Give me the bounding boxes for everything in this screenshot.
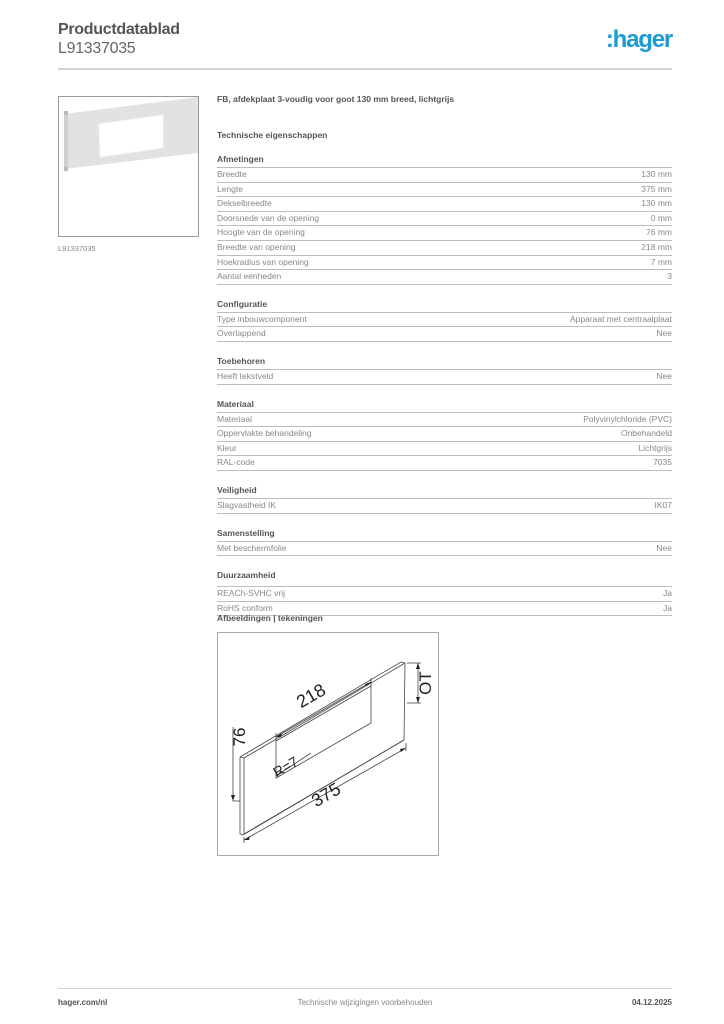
spec-row bbox=[217, 313, 672, 328]
spec-row bbox=[217, 413, 672, 428]
spec-row bbox=[217, 241, 672, 256]
section-title: Configuratie bbox=[217, 299, 672, 313]
spec-label: Breedte bbox=[217, 169, 247, 179]
spec-row bbox=[217, 327, 672, 342]
spec-value: 375 mm bbox=[641, 183, 672, 194]
footer-date: 04.12.2025 bbox=[631, 998, 672, 1007]
spec-value: 0 mm bbox=[650, 212, 672, 223]
spec-label: RoHS conform bbox=[217, 602, 273, 613]
spec-value: IK07 bbox=[654, 499, 672, 510]
spec-row bbox=[217, 226, 672, 241]
spec-value: 130 mm bbox=[641, 169, 672, 179]
spec-label: Kleur bbox=[217, 442, 237, 453]
spec-row bbox=[217, 542, 672, 557]
spec-row bbox=[217, 270, 672, 285]
spec-value: 218 mm bbox=[641, 241, 672, 252]
spec-row bbox=[217, 197, 672, 212]
spec-row bbox=[217, 499, 672, 514]
section-toebehoren bbox=[217, 356, 672, 385]
technical-drawing bbox=[217, 632, 439, 856]
section-title: Duurzaamheid bbox=[217, 570, 672, 587]
spec-label: Breedte van opening bbox=[217, 241, 296, 252]
product-code: L91337035 bbox=[58, 40, 136, 57]
spec-label: Lengte bbox=[217, 183, 243, 194]
section-title: Samenstelling bbox=[217, 528, 672, 542]
spec-label: Met beschermfolie bbox=[217, 542, 287, 553]
spec-row bbox=[217, 442, 672, 457]
spec-label: Heeft tekstveld bbox=[217, 370, 274, 381]
dimension-375: 375 bbox=[307, 778, 345, 811]
spec-value: Nee bbox=[656, 328, 672, 339]
section-title: Materiaal bbox=[217, 399, 672, 413]
section-materiaal bbox=[217, 399, 672, 471]
spec-row bbox=[217, 370, 672, 385]
dimension-76: 76 bbox=[230, 727, 249, 747]
thumbnail-caption: L91337035 bbox=[58, 244, 96, 253]
spec-row bbox=[217, 183, 672, 198]
spec-label: Overlappend bbox=[217, 328, 266, 339]
spec-value: Polyvinylchloride (PVC) bbox=[583, 413, 672, 424]
spec-value: Apparaat met centraalplaat bbox=[569, 313, 672, 324]
spec-label: Hoogte van de opening bbox=[217, 227, 305, 238]
footer-divider bbox=[58, 988, 672, 989]
spec-value: Ja bbox=[663, 602, 672, 613]
spec-value: Nee bbox=[656, 542, 672, 553]
spec-row bbox=[217, 212, 672, 227]
spec-value: 130 mm bbox=[641, 198, 672, 209]
spec-value: Lichtgrijs bbox=[638, 442, 672, 453]
spec-value: 76 mm bbox=[646, 227, 672, 238]
product-thumbnail bbox=[58, 96, 199, 237]
section-samenstelling bbox=[217, 528, 672, 557]
section-title: Afmetingen bbox=[217, 154, 672, 168]
spec-label: Materiaal bbox=[217, 413, 252, 424]
spec-row bbox=[217, 427, 672, 442]
header-divider bbox=[58, 68, 672, 70]
dimension-ot: OT bbox=[416, 671, 435, 695]
spec-value: 7 mm bbox=[650, 256, 672, 267]
section-configuratie bbox=[217, 299, 672, 342]
section-duurzaamheid bbox=[217, 570, 672, 616]
website-link[interactable]: hager.com/nl bbox=[58, 998, 108, 1007]
dimension-drawing-icon bbox=[218, 633, 438, 855]
spec-row bbox=[217, 456, 672, 471]
spec-label: Slagvastheid IK bbox=[217, 499, 277, 510]
document-title: Productdatablad bbox=[58, 21, 180, 38]
product-description: FB, afdekplaat 3-voudig voor goot 130 mm breed, lichtgrijs bbox=[217, 94, 455, 104]
spec-label: Hoekradius van opening bbox=[217, 256, 309, 267]
spec-label: REACh-SVHC vrij bbox=[217, 588, 286, 599]
spec-label: Dekselbreedte bbox=[217, 198, 272, 209]
drawings-title: Afbeeldingen | tekeningen bbox=[217, 613, 323, 623]
spec-row bbox=[217, 256, 672, 271]
product-details bbox=[217, 94, 672, 616]
section-title: Toebehoren bbox=[217, 356, 672, 370]
technical-properties-title: Technische eigenschappen bbox=[217, 130, 328, 140]
section-afmetingen bbox=[217, 154, 672, 285]
spec-value: 3 bbox=[667, 271, 672, 282]
footer-notice: Technische wijzigingen voorbehouden bbox=[297, 998, 433, 1007]
dimension-218: 218 bbox=[292, 679, 330, 712]
spec-label: RAL-code bbox=[217, 457, 255, 468]
spec-label: Doorsnede van de opening bbox=[217, 212, 320, 223]
spec-label: Oppervlakte behandeling bbox=[217, 428, 312, 439]
cover-plate-image bbox=[59, 97, 198, 236]
dimension-radius: R=7 bbox=[270, 753, 301, 781]
spec-label: Aantal eenheden bbox=[217, 271, 282, 282]
section-title: Veiligheid bbox=[217, 485, 672, 499]
spec-row bbox=[217, 168, 672, 183]
section-veiligheid bbox=[217, 485, 672, 514]
spec-value: Nee bbox=[656, 370, 672, 381]
spec-label: Type inbouwcomponent bbox=[217, 313, 307, 324]
spec-row bbox=[217, 587, 672, 602]
spec-value: Onbehandeld bbox=[620, 428, 672, 439]
spec-value: Ja bbox=[663, 588, 672, 599]
page-header bbox=[58, 20, 672, 58]
spec-value: 7035 bbox=[653, 457, 672, 468]
hager-logo: :hager bbox=[605, 26, 672, 53]
